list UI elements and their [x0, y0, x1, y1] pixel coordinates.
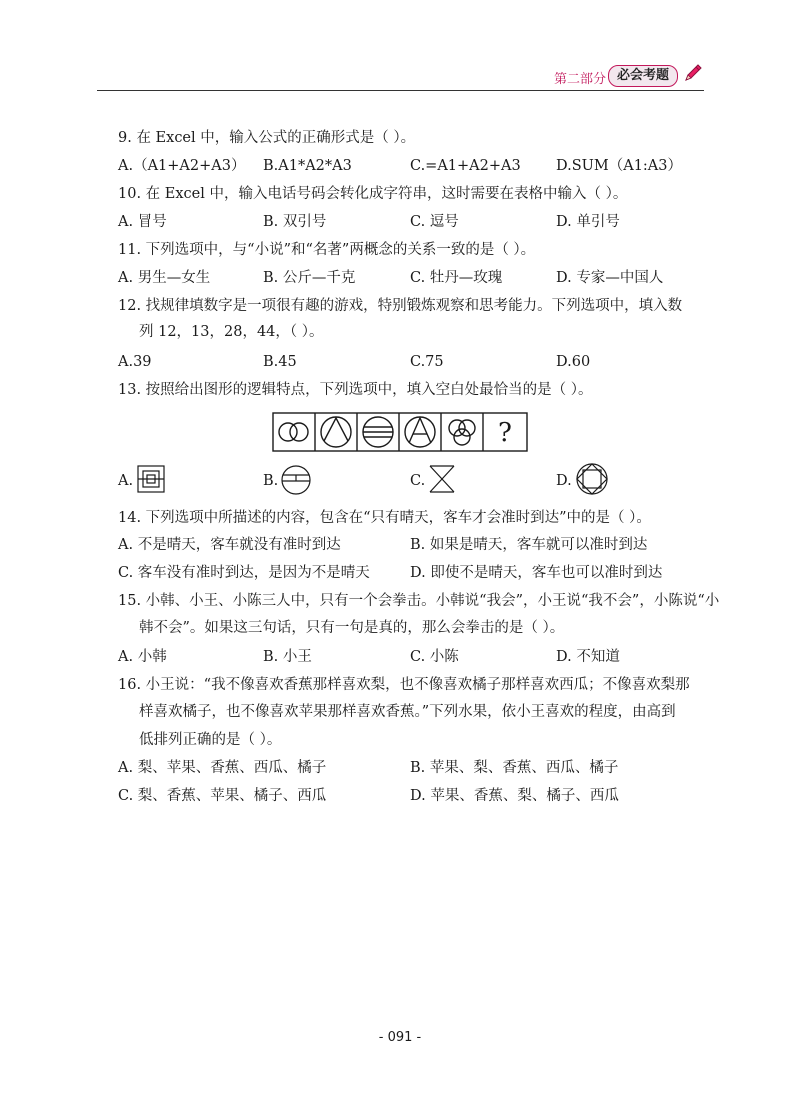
question-11-option-c[interactable]: C. 牡丹—玫瑰 — [410, 270, 503, 286]
figure-circle-with-lines — [363, 417, 393, 447]
question-11-stem: 11. 下列选项中，与“小说”和“名著”两概念的关系一致的是（ ）。 — [118, 242, 536, 258]
section-label: 第二部分 — [553, 72, 606, 87]
page-number: - 091 - — [378, 1030, 422, 1045]
figure-three-circles — [449, 420, 475, 445]
question-12-stem: 12. 找规律填数字是一项很有趣的游戏，特别锻炼观察和思考能力。下列选项中，填入数 — [118, 298, 683, 314]
sequence-frame — [273, 413, 527, 451]
question-9-option-a[interactable]: A.（A1+A2+A3） — [118, 158, 246, 174]
question-10-option-d[interactable]: D. 单引号 — [556, 214, 620, 230]
question-15-stem-line2: 韩不会”。如果这三句话，只有一句是真的，那么会拳击的是（ ）。 — [139, 620, 565, 636]
question-12-option-d[interactable]: D.60 — [556, 354, 591, 370]
figure-sequence — [272, 412, 528, 452]
question-9-stem: 9. 在 Excel 中，输入公式的正确形式是（ ）。 — [118, 130, 416, 146]
question-9-option-b[interactable]: B.A1*A2*A3 — [263, 158, 352, 174]
question-12-option-a[interactable]: A.39 — [118, 354, 152, 370]
question-15-stem: 15. 小韩、小王、小陈三人中，只有一个会拳击。小韩说“我会”，小王说“我不会”，小陈说“小 — [118, 593, 720, 609]
question-14-stem: 14. 下列选项中所描述的内容，包含在“只有晴天，客车才会准时到达”中的是（ ）。 — [118, 510, 651, 526]
question-16-option-a[interactable]: A. 梨、苹果、香蕉、西瓜、橘子 — [118, 760, 327, 776]
question-9-option-d[interactable]: D.SUM（A1:A3） — [556, 158, 682, 174]
question-10-option-b[interactable]: B. 双引号 — [263, 214, 327, 230]
question-15-option-d[interactable]: D. 不知道 — [556, 649, 620, 665]
sequence-question-mark: ? — [498, 418, 512, 448]
question-16-option-b[interactable]: B. 苹果、梨、香蕉、西瓜、橘子 — [410, 760, 619, 776]
figure-two-circles — [279, 423, 308, 441]
question-14-option-a[interactable]: A. 不是晴天，客车就没有准时到达 — [118, 537, 341, 553]
question-10-stem: 10. 在 Excel 中，输入电话号码会转化成字符串，这时需要在表格中输入（ ）。 — [118, 186, 628, 202]
question-11-option-a[interactable]: A. 男生—女生 — [118, 270, 211, 286]
question-12-option-b[interactable]: B.45 — [263, 354, 297, 370]
question-13-option-b[interactable]: B. — [263, 473, 279, 489]
question-14-option-b[interactable]: B. 如果是晴天，客车就可以准时到达 — [410, 537, 648, 553]
question-12-option-c[interactable]: C.75 — [410, 354, 444, 370]
question-16-stem: 16. 小王说：“我不像喜欢香蕉那样喜欢梨，也不像喜欢橘子那样喜欢西瓜；不像喜欢梨那 — [118, 677, 690, 693]
question-13-option-a[interactable]: A. — [118, 473, 134, 489]
page-header — [97, 66, 704, 92]
figure-option-a-nested-squares — [136, 464, 166, 494]
question-16-option-d[interactable]: D. 苹果、香蕉、梨、橘子、西瓜 — [410, 788, 619, 804]
header-rule — [97, 90, 704, 91]
question-15-option-c[interactable]: C. 小陈 — [410, 649, 459, 665]
question-16-option-c[interactable]: C. 梨、香蕉、苹果、橘子、西瓜 — [118, 788, 327, 804]
question-11-option-b[interactable]: B. 公斤—千克 — [263, 270, 356, 286]
question-16-stem-line2: 样喜欢橘子，也不像喜欢苹果那样喜欢香蕉。”下列水果，依小王喜欢的程度，由高到 — [139, 704, 676, 720]
question-10-option-a[interactable]: A. 冒号 — [118, 214, 167, 230]
question-13-option-d[interactable]: D. — [556, 473, 572, 489]
question-13-stem: 13. 按照给出图形的逻辑特点，下列选项中，填入空白处最恰当的是（ ）。 — [118, 382, 593, 398]
question-9-option-c[interactable]: C.=A1+A2+A3 — [410, 158, 521, 174]
question-14-option-d[interactable]: D. 即使不是晴天，客车也可以准时到达 — [410, 565, 663, 581]
question-10-option-c[interactable]: C. 逗号 — [410, 214, 459, 230]
question-15-option-a[interactable]: A. 小韩 — [118, 649, 167, 665]
figure-option-c-hourglass — [428, 464, 456, 494]
figure-circle-with-v — [321, 417, 351, 447]
figure-circle-with-a — [405, 417, 435, 447]
figure-option-d-circle-diamond — [575, 462, 609, 496]
figure-option-b-circle-lines — [280, 464, 312, 496]
question-14-option-c[interactable]: C. 客车没有准时到达，是因为不是晴天 — [118, 565, 370, 581]
section-badge: 必会考题 — [608, 65, 678, 87]
question-11-option-d[interactable]: D. 专家—中国人 — [556, 270, 664, 286]
question-12-stem-line2: 列 12，13，28，44，（ ）。 — [139, 324, 324, 340]
question-13-option-c[interactable]: C. — [410, 473, 426, 489]
pencil-icon — [682, 62, 704, 84]
question-16-stem-line3: 低排列正确的是（ ）。 — [139, 732, 282, 748]
question-15-option-b[interactable]: B. 小王 — [263, 649, 312, 665]
